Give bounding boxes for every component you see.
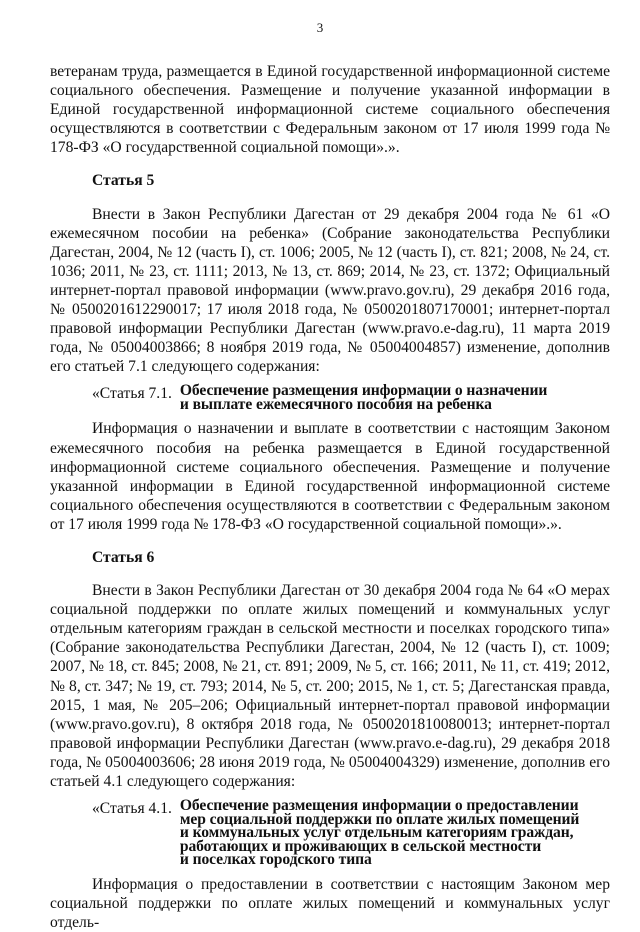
article-4-1-label: «Статья 4.1.: [92, 800, 172, 818]
heading-line: мер социальной поддержки по оплате жилых помещений: [179, 810, 580, 828]
article-7-1-title: [92, 384, 610, 411]
paragraph-article-5-amendment: Внести в Закон Республики Дагестан от 29 декабря 2004 года № 61 «О ежемесячном пособии на ребенка» (Собрание законодательства Республики Дагестан, 2004, № 12 (часть I), ст. 1006; 2005, № 12 (часть I), ст. 821; 2008, № 24, ст. 1036; 2011, № 23, ст. 1111; 2013, № 13, ст. 869; 2014, № 23, ст. 1372; Официальный интернет-портал правовой информации (www.pravo.gov.ru), 29 декабря 2016 года, № 0500201612290017; 17 июля 2018 года, № 0500201807170001; интернет-портал правовой информации Республики Дагестан (www.pravo.e-dag.ru), 11 марта 2019 года, № 05004003866; 8 ноября 2019 года, № 05004004857) изменение, дополнив его статьей 7.1 следующего содержания:: [50, 205, 610, 376]
heading-line: и поселках городского типа: [179, 851, 372, 869]
article-7-1-label: «Статья 7.1.: [92, 385, 172, 403]
article-4-1-heading: [180, 799, 579, 867]
paragraph-article-4-1-text: Информация о предоставлении в соответствии с настоящим Законом мер социальной поддержки по оплате жилых помещений и коммунальных услуг отдель-: [50, 875, 610, 931]
heading-line: и выплате ежемесячного пособия на ребенка: [179, 395, 492, 413]
paragraph-continuation: ветеранам труда, размещается в Единой государственной информационной системе социального обеспечения. Размещение и получение указанной информации в Единой государственной информационной системе социального обеспечения осуществляются в соответствии с Федеральным законом от 17 июля 1999 года № 178-ФЗ «О государственной социальной помощи».».: [50, 63, 610, 157]
heading-line: и коммунальных услуг отдельным категориям граждан,: [179, 824, 574, 842]
paragraph-article-7-1-text: Информация о назначении и выплате в соответствии с настоящим Законом ежемесячного пособия на ребенка размещается в Единой государственной информационной системе социального обеспечения. Размещение и получение указанной информации в Единой государственной информационной системе социального обеспечения осуществляются в соответствии с Федеральным законом от 17 июля 1999 года № 178-ФЗ «О государственной социальной помощи».».: [50, 420, 610, 533]
heading-line: Обеспечение размещения информации о предоставлении: [179, 797, 579, 815]
article-7-1-heading: [180, 384, 547, 411]
page-number: 3: [316, 20, 324, 35]
document-body: [50, 62, 610, 932]
article-4-1-title: [92, 799, 610, 867]
paragraph-article-6-amendment: Внести в Закон Республики Дагестан от 30 декабря 2004 года № 64 «О мерах социальной поддержки по оплате жилых помещений и коммунальных услуг отдельным категориям граждан в сельской местности и поселках городского типа» (Собрание законодательства Республики Дагестан, 2004, № 12 (часть I), ст. 1009; 2007, № 18, ст. 845; 2008, № 21, ст. 891; 2009, № 5, ст. 166; 2011, № 11, ст. 419; 2012, № 8, ст. 347; № 19, ст. 793; 2014, № 5, ст. 200; 2015, № 1, ст. 5; Дагестанская правда, 2015, 1 мая, № 205–206; Официальный интернет-портал правовой информации (www.pravo.gov.ru), 8 октября 2018 года, № 0500201810080013; интернет-портал правовой информации Республики Дагестан (www.pravo.e-dag.ru), 29 декабря 2018 года, № 05004003606; 28 июня 2019 года, № 05004004329) изменение, дополнив его статьей 4.1 следующего содержания:: [50, 582, 610, 790]
article-5-heading: Статья 5: [92, 172, 155, 190]
article-6-heading: Статья 6: [92, 548, 155, 566]
heading-line: работающих и проживающих в сельской местности: [179, 837, 542, 855]
heading-line: Обеспечение размещения информации о назначении: [179, 382, 548, 400]
